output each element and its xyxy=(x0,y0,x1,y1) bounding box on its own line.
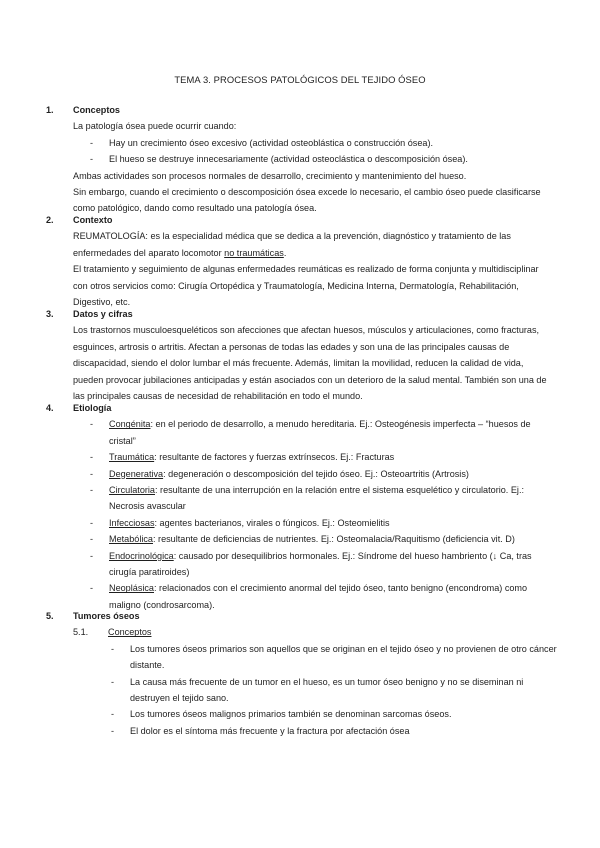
paragraph: Los trastornos musculoesqueléticos son afecciones que afectan huesos, músculos y articulaciones, como fracturas, esguinces, artrosis o artritis. Afectan a personas de todas las edades y son una de las principales causas de discapacidad, siendo el dolor lumbar el más frecuente. Además, limitan la movilidad, reducen la calidad de vida, pueden provocar jubilaciones anticipadas y están asociados con un deterioro de la salud mental. También son una de las principales causas de necesidad de rehabilitación en todo el mundo. xyxy=(73,325,547,402)
underlined-text: no traumáticas xyxy=(224,247,284,258)
section-etiologia xyxy=(0,400,600,613)
list-item xyxy=(109,531,559,547)
term-description: : relacionados con el crecimiento anormal del tejido óseo, tanto benigno (encondroma) como maligno (condrosarcoma). xyxy=(109,583,528,610)
section-conceptos xyxy=(0,102,600,217)
paragraph xyxy=(73,228,548,261)
term-description: : resultante de una interrupción en la relación entre el sistema esquelético y circulatorio. Ej.: Necrosis avascular xyxy=(109,485,524,512)
paragraph: El tratamiento y seguimiento de algunas enfermedades reumáticas es realizado de forma conjunta y multidisciplinar con otros servicios como: Cirugía Ortopédica y Traumatología, Medicina Interna, Dermatología, Rehabilitación, Digestivo, etc. xyxy=(73,264,539,308)
paragraph: La patología ósea puede ocurrir cuando: xyxy=(73,121,237,132)
term: Degenerativa xyxy=(109,468,164,479)
term: Congénita xyxy=(109,419,151,430)
subsection-number: 5.1. xyxy=(73,627,89,638)
term: Circulatoria xyxy=(109,485,155,496)
section-heading xyxy=(0,212,600,228)
section-heading xyxy=(0,608,600,624)
section-number: 5. xyxy=(46,611,54,621)
section-number: 4. xyxy=(46,403,54,413)
term: Infecciosas xyxy=(109,517,155,528)
list-item: - La causa más frecuente de un tumor en el hueso, es un tumor óseo benigno y no se diseminan ni destruyen el tejido sano. xyxy=(130,674,560,707)
section-heading xyxy=(0,400,600,416)
section-heading xyxy=(0,306,600,322)
list-item xyxy=(109,515,559,531)
list-item: - Los tumores óseos primarios son aquellos que se originan en el tejido óseo y no provienen de otro cáncer distante. xyxy=(130,641,560,674)
section-title: Etiología xyxy=(73,403,112,413)
term: Endocrinológica xyxy=(109,550,174,561)
section-number: 1. xyxy=(46,105,54,115)
section-number: 2. xyxy=(46,215,54,225)
text-run: . xyxy=(283,247,287,258)
section-title: Tumores óseos xyxy=(73,611,140,621)
paragraph: Sin embargo, cuando el crecimiento o descomposición ósea excede lo necesario, el cambio óseo puede clasificarse como patológico, dando como resultado una patología ósea. xyxy=(73,187,541,214)
document-title: TEMA 3. PROCESOS PATOLÓGICOS DEL TEJIDO ÓSEO xyxy=(174,74,426,85)
section-title: Conceptos xyxy=(73,105,120,115)
section-title: Datos y cifras xyxy=(73,309,133,319)
bullet-list xyxy=(0,135,600,168)
section-tumores-oseos xyxy=(0,608,600,739)
section-contexto xyxy=(0,212,600,310)
term-description: : causado por desequilibrios hormonales. Ej.: Síndrome del hueso hambriento (↓ Ca, tras cirugía paratiroides) xyxy=(109,550,532,578)
section-number: 3. xyxy=(46,309,54,319)
term-description: : resultante de deficiencias de nutrientes. Ej.: Osteomalacia/Raquitismo (deficiencia vit. D) xyxy=(152,534,515,545)
list-item xyxy=(109,466,559,482)
term: Neoplásica xyxy=(109,583,154,594)
list-item: - Hay un crecimiento óseo excesivo (actividad osteoblástica o construcción ósea). xyxy=(109,135,559,151)
paragraph: Ambas actividades son procesos normales de desarrollo, crecimiento y mantenimiento del hueso. xyxy=(73,170,467,181)
subsection-title: Conceptos xyxy=(108,627,152,638)
list-item xyxy=(109,548,559,581)
term-description: : en el periodo de desarrollo, a menudo hereditaria. Ej.: Osteogénesis imperfecta – “huesos de cristal” xyxy=(109,419,531,446)
list-item xyxy=(109,416,559,449)
term: Metabólica xyxy=(109,534,153,545)
list-item xyxy=(109,482,559,515)
term-description: : resultante de factores y fuerzas extrínsecos. Ej.: Fracturas xyxy=(154,452,395,463)
section-heading xyxy=(0,102,600,118)
list-item: - El hueso se destruye innecesariamente (actividad osteoclástica o descomposición ósea). xyxy=(109,151,559,167)
term: Traumática xyxy=(109,452,155,463)
list-item xyxy=(109,449,559,465)
text-run: REUMATOLOGÍA: es la especialidad médica que se dedica a la prevención, diagnóstico y tratamiento de las enfermedades del aparato locomotor xyxy=(73,231,511,258)
term-description: : degeneración o descomposición del tejido óseo. Ej.: Osteoartritis (Artrosis) xyxy=(163,468,469,479)
term-description: : agentes bacterianos, virales o fúngicos. Ej.: Osteomielitis xyxy=(154,517,390,528)
section-datos-cifras xyxy=(0,306,600,404)
section-title: Contexto xyxy=(73,215,113,225)
subsection-heading xyxy=(0,624,600,640)
list-item: - Los tumores óseos malignos primarios también se denominan sarcomas óseos. xyxy=(130,706,560,722)
etiology-list xyxy=(0,416,600,613)
bullet-list xyxy=(0,641,600,739)
list-item: - El dolor es el síntoma más frecuente y la fractura por afectación ósea xyxy=(130,723,560,739)
